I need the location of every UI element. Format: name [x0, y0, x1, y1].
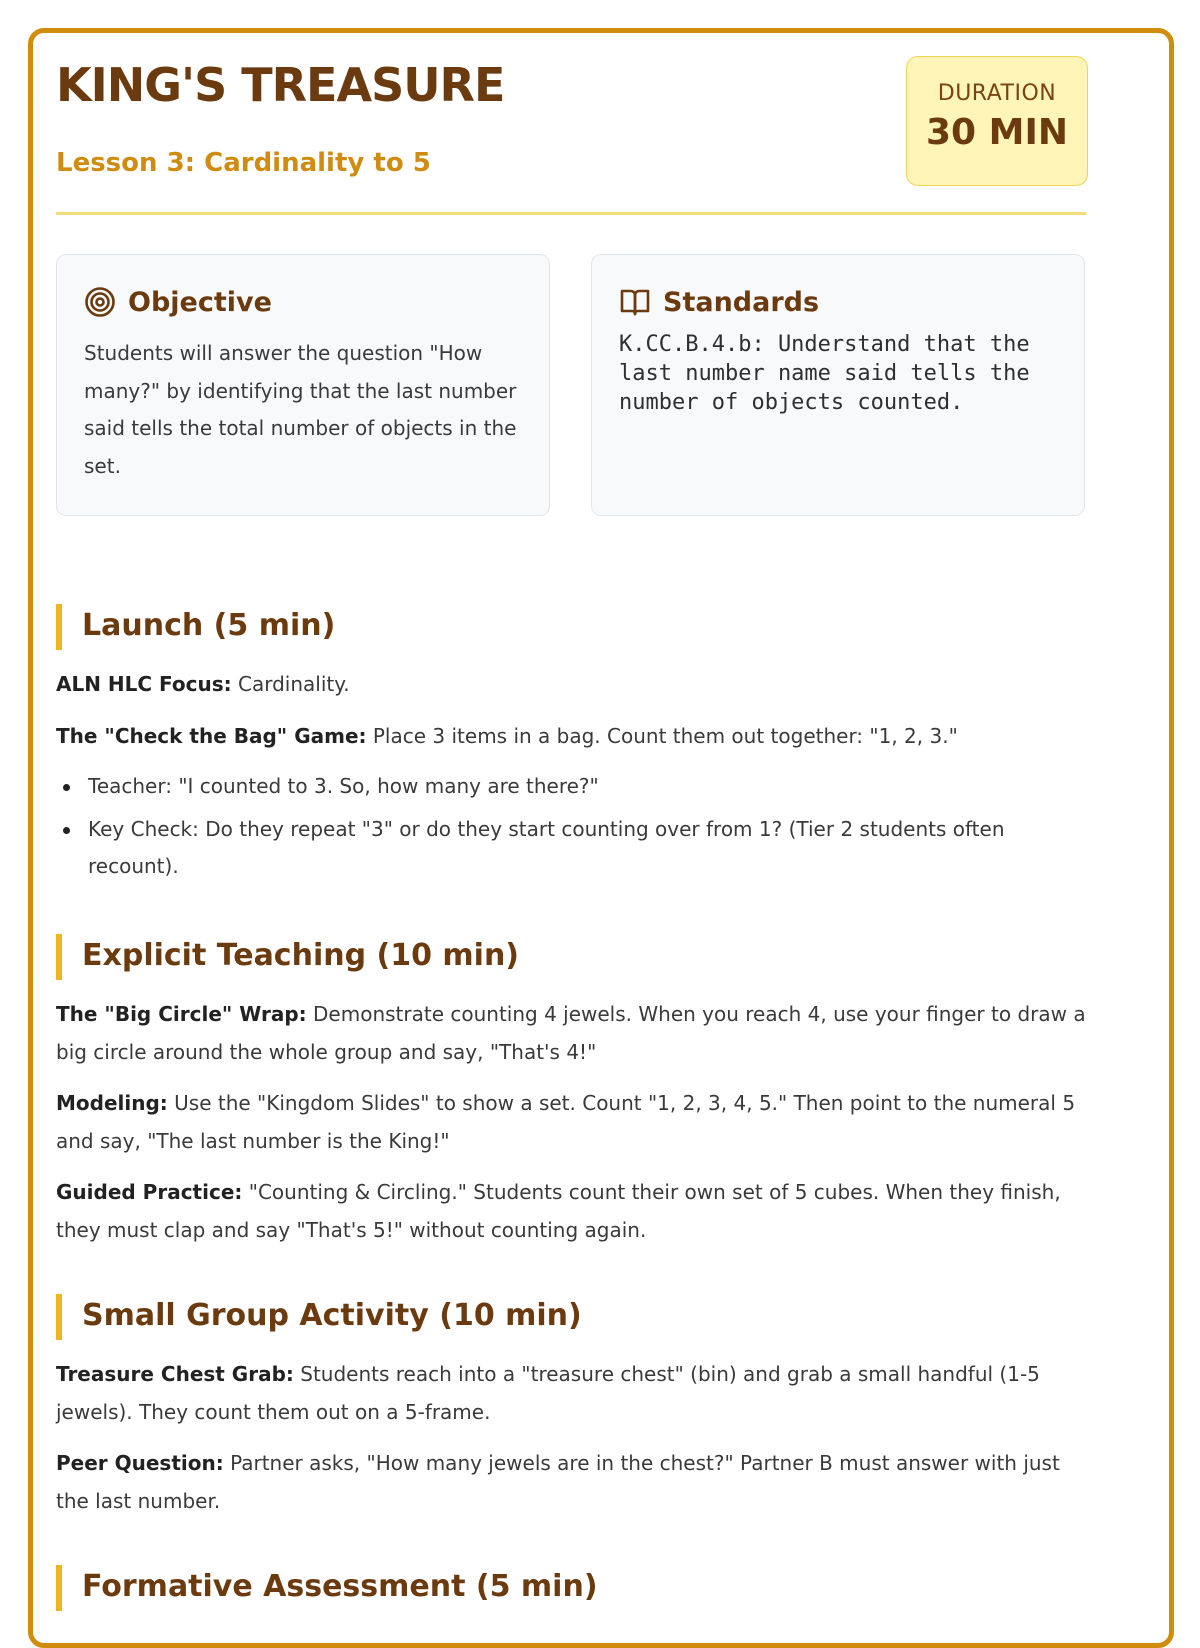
big-circle-label: The "Big Circle" Wrap:	[56, 1002, 307, 1026]
peer-question-text: Partner asks, "How many jewels are in the chest?" Partner B must answer with just the last number.	[56, 1451, 1060, 1513]
launch-focus-paragraph	[56, 666, 1086, 704]
small-group-title: Small Group Activity (10 min)	[82, 1298, 582, 1333]
section-accent-bar	[56, 934, 62, 980]
treasure-chest-text: Students reach into a "treasure chest" (bin) and grab a small handful (1-5 jewels). They count them out on a 5-frame.	[56, 1362, 1040, 1424]
duration-badge	[906, 56, 1088, 186]
launch-section	[56, 604, 1086, 886]
peer-question-label: Peer Question:	[56, 1451, 224, 1475]
header-divider	[56, 212, 1086, 215]
objective-box	[56, 254, 550, 516]
lesson-title: KING'S TREASURE	[56, 58, 505, 112]
duration-label: DURATION	[937, 81, 1057, 106]
launch-heading	[56, 604, 1086, 650]
section-accent-bar	[56, 1565, 62, 1611]
formative-assessment-title: Formative Assessment (5 min)	[82, 1569, 598, 1604]
launch-bullet-list	[56, 768, 1086, 886]
launch-focus-text: Cardinality.	[231, 672, 350, 696]
objective-title: Objective	[128, 286, 272, 318]
launch-title: Launch (5 min)	[82, 608, 336, 643]
launch-game-label: The "Check the Bag" Game:	[56, 723, 367, 748]
small-group-section	[56, 1294, 1086, 1520]
modeling-label: Modeling:	[56, 1091, 168, 1115]
launch-focus-label: ALN HLC Focus:	[56, 672, 232, 696]
peer-question-paragraph	[56, 1445, 1086, 1520]
modeling-text: Use the "Kingdom Slides" to show a set. Count "1, 2, 3, 4, 5." Then point to the numeral 5 and say, "The last number is the King!"	[56, 1091, 1076, 1153]
lesson-header	[56, 56, 1086, 210]
list-item: Teacher: "I counted to 3. So, how many are there?"	[56, 768, 1086, 806]
treasure-chest-label: Treasure Chest Grab:	[56, 1362, 294, 1386]
explicit-teaching-section	[56, 934, 1086, 1249]
explicit-teaching-title: Explicit Teaching (10 min)	[82, 938, 520, 973]
modeling-paragraph	[56, 1085, 1086, 1160]
lesson-subtitle: Lesson 3: Cardinality to 5	[56, 148, 431, 178]
standards-heading	[619, 285, 819, 319]
list-item: Key Check: Do they repeat "3" or do they start counting over from 1? (Tier 2 students often recount).	[56, 811, 1086, 886]
duration-value: 30 MIN	[926, 112, 1068, 153]
small-group-heading	[56, 1294, 1086, 1340]
formative-assessment-heading	[56, 1565, 1086, 1611]
section-accent-bar	[56, 604, 62, 650]
section-accent-bar	[56, 1294, 62, 1340]
formative-assessment-section	[56, 1565, 1086, 1611]
target-icon	[84, 286, 116, 318]
guided-practice-label: Guided Practice:	[56, 1180, 243, 1204]
launch-game-text: Place 3 items in a bag. Count them out together: "1, 2, 3."	[366, 723, 958, 748]
objective-heading	[84, 285, 272, 319]
objective-text: Students will answer the question "How many?" by identifying that the last number said tells the total number of objects in the set.	[84, 341, 517, 478]
guided-practice-paragraph	[56, 1174, 1086, 1249]
book-open-icon	[619, 287, 651, 317]
big-circle-text: Demonstrate counting 4 jewels. When you reach 4, use your finger to draw a big circle around the whole group and say, "That's 4!"	[56, 1002, 1086, 1064]
standards-title: Standards	[663, 286, 820, 318]
launch-game-paragraph	[56, 718, 1086, 756]
standards-box	[591, 254, 1085, 516]
big-circle-paragraph	[56, 996, 1086, 1071]
treasure-chest-paragraph	[56, 1356, 1086, 1431]
explicit-teaching-heading	[56, 934, 1086, 980]
standards-text: K.CC.B.4.b: Understand that the last number name said tells the number of objects counted.	[619, 332, 1030, 415]
guided-practice-text: "Counting & Circling." Students count their own set of 5 cubes. When they finish, they must clap and say "That's 5!" without counting again.	[56, 1180, 1061, 1242]
